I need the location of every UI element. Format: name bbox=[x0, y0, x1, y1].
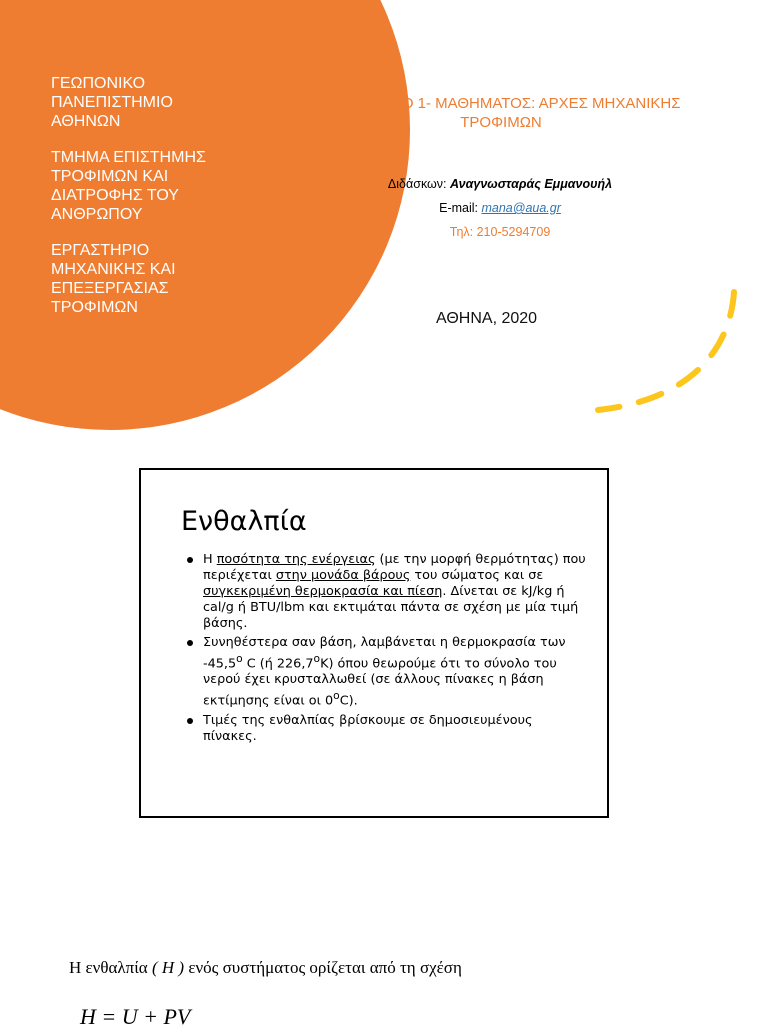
slide-title: Ενθαλπία bbox=[181, 506, 307, 537]
email-link[interactable]: mana@aua.gr bbox=[481, 201, 561, 215]
instructor-row bbox=[320, 176, 680, 200]
slide-image bbox=[139, 468, 609, 818]
laboratory-name: ΕΡΓΑΣΤΗΡΙΟ ΜΗΧΑΝΙΚΗΣ ΚΑΙ ΕΠΕΞΕΡΓΑΣΙΑΣ ΤΡΟΦΙΜΩΝ bbox=[51, 242, 176, 316]
instructor-name: Αναγνωσταράς Εμμανουήλ bbox=[450, 177, 613, 191]
instructor-label: Διδάσκων: bbox=[387, 177, 451, 191]
email-label: E-mail: bbox=[439, 201, 482, 215]
slide-bullet-list bbox=[187, 552, 587, 748]
department-name: ΤΜΗΜΑ ΕΠΙΣΤΗΜΗΣ ΤΡΟΦΙΜΩΝ ΚΑΙ ΔΙΑΤΡΟΦΗΣ ΤΟΥ ΑΝΘΡΩΠΟΥ bbox=[51, 149, 206, 223]
email-row bbox=[320, 200, 680, 224]
enthalpy-equation: H = U + PV bbox=[80, 1004, 191, 1029]
formula-intro: Η ενθαλπία ( H ) ενός συστήματος ορίζεται από τη σχέση bbox=[69, 958, 462, 977]
institution-block bbox=[51, 74, 241, 334]
course-title: ΕΡΓΑΣΤΗΡΙΟ 1- ΜΑΘΗΜΑΤΟΣ: ΑΡΧΕΣ ΜΗΧΑΝΙΚΗΣ ΤΡΟΦΙΜΩΝ bbox=[321, 95, 681, 131]
enthalpy-symbol: ( H ) bbox=[151, 958, 189, 977]
slide-bullet-1: Η ποσότητα της ενέργειας (με την μορφή θερμότητας) που περιέχεται στην μονάδα βάρους του σώματος και σε συγκεκριμένη θερμοκρασία και πίεση. Δίνεται σε kJ/kg ή cal/g ή BTU/lbm και εκτιμάται πάντα σε σχέση με μία τιμή βάσης. bbox=[187, 552, 587, 632]
dashed-arc-decoration bbox=[590, 280, 750, 430]
instructor-info bbox=[320, 176, 680, 248]
university-name: ΓΕΩΠΟΝΙΚΟ ΠΑΝΕΠΙΣΤΗΜΙΟ ΑΘΗΝΩΝ bbox=[51, 75, 173, 130]
slide-bullet-2: Συνηθέστερα σαν βάση, λαμβάνεται η θερμοκρασία των $-45,5^o$ C (ή $226,7^oK$) όπου θεωρούμε ότι το σύνολο του νερού έχει κρυσταλλωθεί (σε άλλους πίνακες η βάση εκτίμησης είναι οι $0^oC$). bbox=[187, 635, 587, 710]
phone-number: Τηλ: 210-5294709 bbox=[449, 225, 551, 239]
city-year: ΑΘΗΝΑ, 2020 bbox=[436, 310, 538, 327]
slide-bullet-3: Τιμές της ενθαλπίας βρίσκουμε σε δημοσιευμένους πίνακες. bbox=[187, 713, 587, 745]
